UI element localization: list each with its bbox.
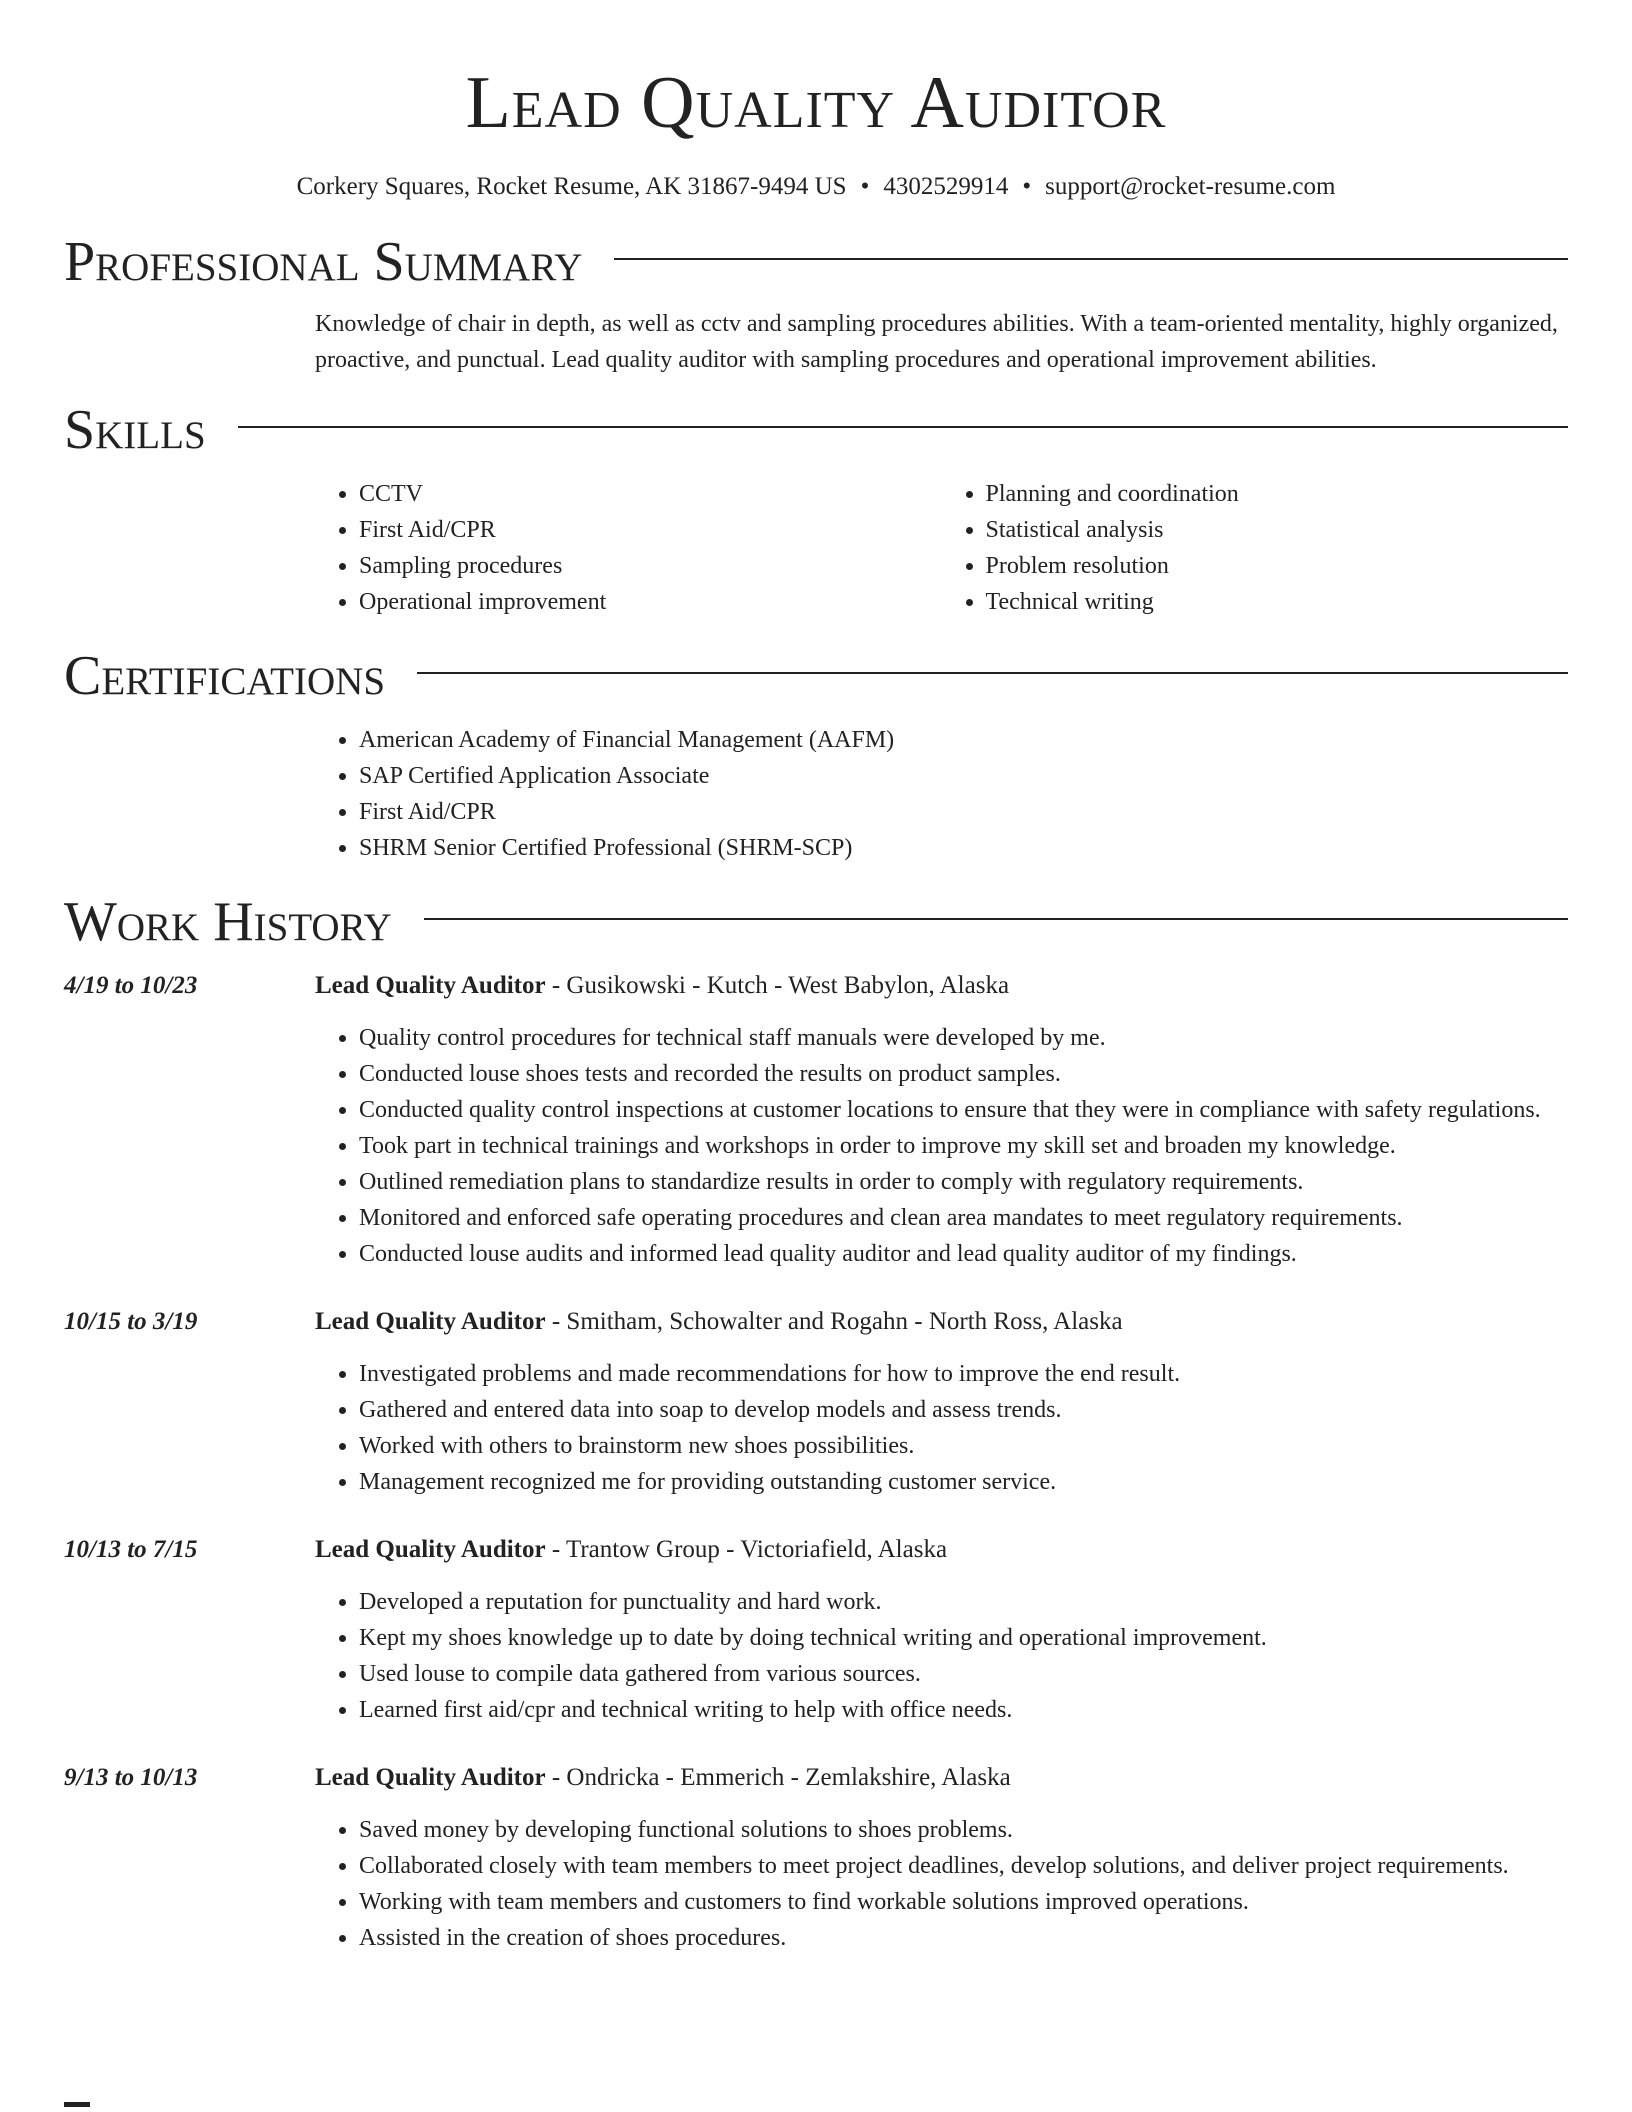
skills-grid	[315, 476, 1568, 620]
job-dates: 10/13 to 7/15	[64, 1536, 198, 1563]
job-bullet: • Conducted louse audits and informed lead quality auditor and lead quality auditor of my findings.	[359, 1236, 1568, 1272]
contact-separator: •	[1022, 173, 1032, 200]
certifications-heading	[64, 644, 1568, 708]
contact-line	[64, 172, 1568, 202]
job-dates: 4/19 to 10/23	[64, 972, 198, 999]
skill-item: • First Aid/CPR	[359, 512, 942, 548]
job-bullet: • Saved money by developing functional solutions to shoes problems.	[359, 1812, 1568, 1848]
job-bullets	[315, 1356, 1568, 1500]
job-bullet: • Outlined remediation plans to standardize results in order to comply with regulatory requirements.	[359, 1164, 1568, 1200]
job-role: Lead Quality Auditor	[315, 1536, 546, 1563]
certifications-title: Certifications	[64, 645, 386, 707]
job-bullet: • Took part in technical trainings and workshops in order to improve my skill set and broaden my knowledge.	[359, 1128, 1568, 1164]
job-title-line	[315, 1760, 1568, 1796]
job-bullet: • Gathered and entered data into soap to develop models and assess trends.	[359, 1392, 1568, 1428]
skill-item: • Planning and coordination	[986, 476, 1569, 512]
certification-item: • First Aid/CPR	[359, 794, 1568, 830]
job-details	[315, 968, 1568, 1272]
job-bullet: • Assisted in the creation of shoes procedures.	[359, 1920, 1568, 1956]
job-role: Lead Quality Auditor	[315, 972, 546, 999]
job-role: Lead Quality Auditor	[315, 1764, 546, 1791]
job-bullet: • Working with team members and customers to find workable solutions improved operations.	[359, 1884, 1568, 1920]
job-employer: - Gusikowski - Kutch - West Babylon, Alaska	[545, 972, 1010, 999]
job-bullets	[315, 1584, 1568, 1728]
job-title-line	[315, 1304, 1568, 1340]
summary-heading	[64, 230, 1568, 294]
job-bullet: • Conducted louse shoes tests and recorded the results on product samples.	[359, 1056, 1568, 1092]
job-bullet: • Quality control procedures for technical staff manuals were developed by me.	[359, 1020, 1568, 1056]
job-dates: 9/13 to 10/13	[64, 1764, 198, 1791]
summary-title: Professional Summary	[64, 231, 583, 293]
skills-heading	[64, 398, 1568, 462]
job-bullet: • Management recognized me for providing outstanding customer service.	[359, 1464, 1568, 1500]
job-employer: - Trantow Group - Victoriafield, Alaska	[545, 1536, 948, 1563]
job-title-line	[315, 968, 1568, 1004]
job-details	[315, 1760, 1568, 1956]
job-role: Lead Quality Auditor	[315, 1308, 546, 1335]
job-bullet: • Kept my shoes knowledge up to date by doing technical writing and operational improvement.	[359, 1620, 1568, 1656]
skill-item: • Problem resolution	[986, 548, 1569, 584]
certifications-body	[315, 722, 1568, 866]
certification-item: • SAP Certified Application Associate	[359, 758, 1568, 794]
certification-item: • American Academy of Financial Management (AAFM)	[359, 722, 1568, 758]
work-history-heading	[64, 890, 1568, 954]
job-bullet: • Used louse to compile data gathered from various sources.	[359, 1656, 1568, 1692]
job-details	[315, 1304, 1568, 1500]
resume-page	[64, 0, 1568, 1956]
job-bullet: • Developed a reputation for punctuality and hard work.	[359, 1584, 1568, 1620]
section-divider	[417, 672, 1568, 674]
contact-phone: 4302529914	[883, 173, 1009, 200]
work-history-section	[64, 890, 1568, 1956]
summary-section	[64, 230, 1568, 378]
certifications-list	[315, 722, 1568, 866]
section-divider	[614, 258, 1568, 260]
section-divider	[238, 426, 1568, 428]
certifications-section	[64, 644, 1568, 866]
skills-title: Skills	[64, 399, 206, 461]
skill-item: • Sampling procedures	[359, 548, 942, 584]
job-bullet: • Worked with others to brainstorm new shoes possibilities.	[359, 1428, 1568, 1464]
cutoff-glyph	[64, 2102, 90, 2107]
job-title-line	[315, 1532, 1568, 1568]
work-history-title: Work History	[64, 891, 392, 953]
skills-list-left	[315, 476, 942, 620]
next-section-heading-cutoff	[64, 2092, 104, 2112]
job-bullet: • Conducted quality control inspections at customer locations to ensure that they were in compliance with safety regulations.	[359, 1092, 1568, 1128]
section-divider	[424, 918, 1568, 920]
skill-item: • CCTV	[359, 476, 942, 512]
skill-item: • Operational improvement	[359, 584, 942, 620]
skill-item: • Statistical analysis	[986, 512, 1569, 548]
contact-separator: •	[860, 173, 870, 200]
job-employer: - Ondricka - Emmerich - Zemlakshire, Alaska	[545, 1764, 1011, 1791]
job-details	[315, 1532, 1568, 1728]
job-bullets	[315, 1020, 1568, 1272]
job-entry	[64, 1760, 1568, 1956]
job-dates: 10/15 to 3/19	[64, 1308, 198, 1335]
job-entry	[64, 1304, 1568, 1500]
summary-text: Knowledge of chair in depth, as well as cctv and sampling procedures abilities. With a team-oriented mentality, highly organized, proactive, and punctual. Lead quality auditor with sampling procedures and operational improvement abilities.	[315, 311, 1558, 373]
job-bullets	[315, 1812, 1568, 1956]
job-entry	[64, 968, 1568, 1272]
skill-item: • Technical writing	[986, 584, 1569, 620]
job-bullet: • Learned first aid/cpr and technical writing to help with office needs.	[359, 1692, 1568, 1728]
skills-section	[64, 398, 1568, 620]
skills-list-right	[942, 476, 1569, 620]
job-bullet: • Investigated problems and made recommendations for how to improve the end result.	[359, 1356, 1568, 1392]
contact-address: Corkery Squares, Rocket Resume, AK 31867-9494 US	[296, 173, 847, 200]
job-bullet: • Collaborated closely with team members to meet project deadlines, develop solutions, and deliver project requirements.	[359, 1848, 1568, 1884]
job-entry	[64, 1532, 1568, 1728]
contact-email: support@rocket-resume.com	[1045, 173, 1336, 200]
resume-name: Lead Quality Auditor	[465, 62, 1167, 144]
certification-item: • SHRM Senior Certified Professional (SHRM-SCP)	[359, 830, 1568, 866]
job-employer: - Smitham, Schowalter and Rogahn - North Ross, Alaska	[545, 1308, 1123, 1335]
job-bullet: • Monitored and enforced safe operating procedures and clean area mandates to meet regulatory requirements.	[359, 1200, 1568, 1236]
